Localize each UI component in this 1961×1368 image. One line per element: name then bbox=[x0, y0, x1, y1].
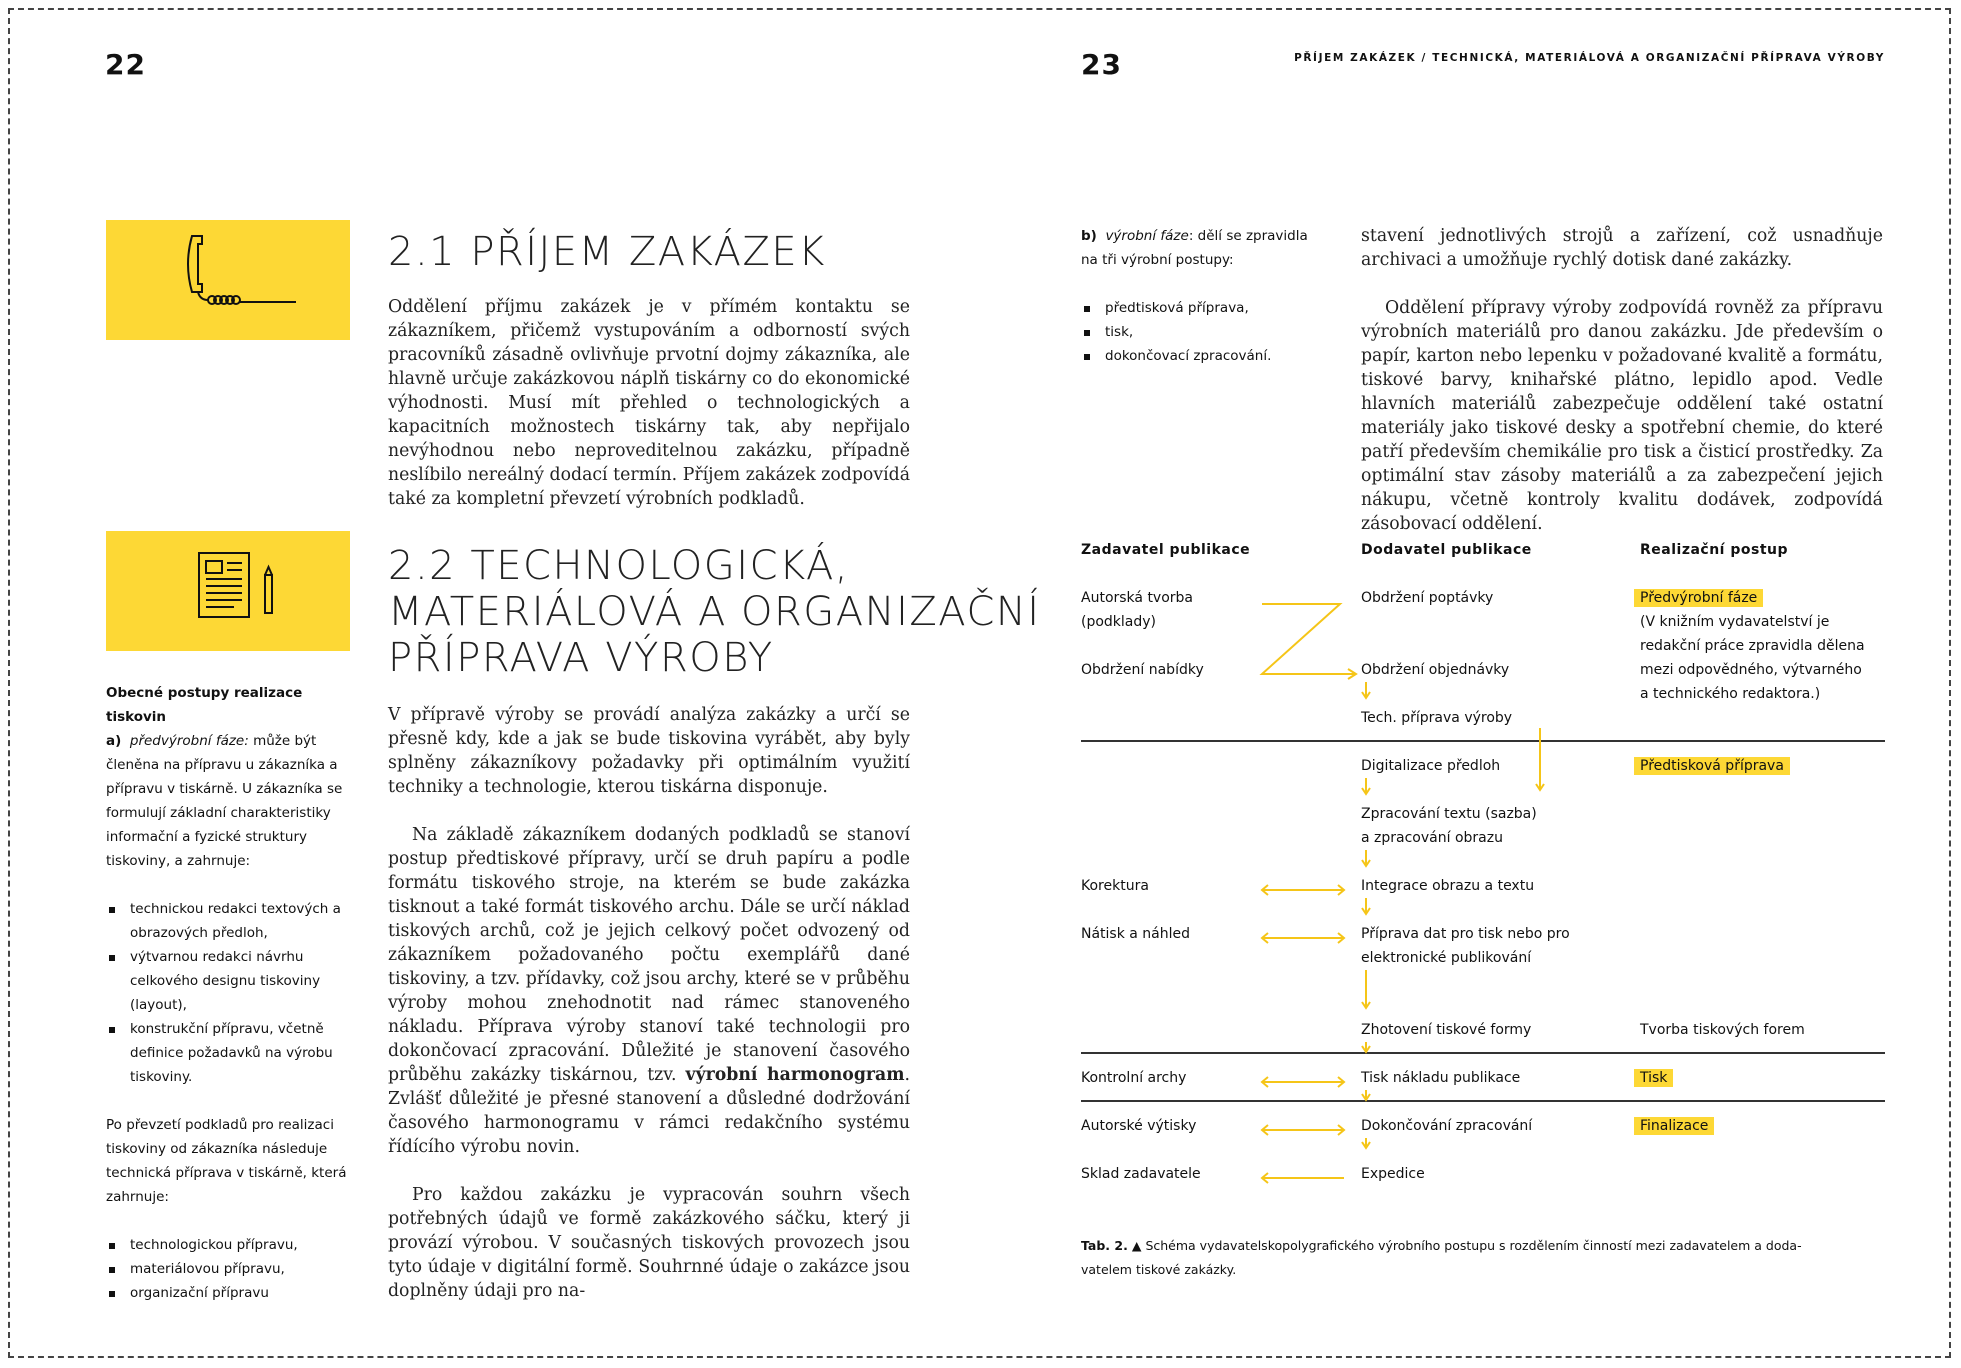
caption-text: Schéma vydavatelskopolygrafického výrobního postupu s rozdělením činností mezi zadavatelem a doda- bbox=[1141, 1238, 1802, 1253]
term-b: výrobní fáze bbox=[1105, 228, 1189, 244]
caption-label: Tab. 2. bbox=[1081, 1238, 1128, 1253]
realizace-note-3: mezi odpovědného, výtvarného bbox=[1640, 662, 1862, 678]
sidebar-heading: Obecné postupy realizace tiskovin bbox=[106, 685, 303, 725]
zadavatel-autorska-2: (podklady) bbox=[1081, 614, 1157, 630]
list-item: dokončovací zpracování. bbox=[1081, 344, 1321, 368]
section-1-title: 2.1 PŘÍJEM ZAKÁZEK bbox=[388, 229, 826, 275]
double-arrow bbox=[1262, 933, 1344, 943]
down-arrow bbox=[1362, 898, 1370, 914]
dodavatel-zhotoveni: Zhotovení tiskové formy bbox=[1361, 1022, 1532, 1038]
column-header-dodavatel: Dodavatel publikace bbox=[1361, 542, 1532, 558]
realizace-note-4: a technického redaktora.) bbox=[1640, 686, 1821, 702]
list-item: výtvarnou redakci návrhu celkového designu tiskoviny (layout), bbox=[106, 945, 351, 1017]
caption-text-2: vatelem tiskové zakázky. bbox=[1081, 1262, 1237, 1277]
zadavatel-nabidka: Obdržení nabídky bbox=[1081, 662, 1204, 678]
dodavatel-expedice: Expedice bbox=[1361, 1166, 1425, 1182]
z-arrow bbox=[1262, 604, 1355, 674]
para2-text-end: . Zvlášť důležité je přesné stanovení a důsledné dodržování časového harmonogramu v rámci redakčního systému řídícího výrobu novin. bbox=[388, 1065, 910, 1157]
page-number-left: 22 bbox=[105, 48, 146, 81]
dodavatel-priprava: Příprava dat pro tisk nebo pro bbox=[1361, 926, 1570, 942]
triangle-icon: ▲ bbox=[1131, 1238, 1142, 1253]
down-arrow bbox=[1362, 1090, 1370, 1100]
list-item: technologickou přípravu, bbox=[106, 1233, 351, 1257]
dodavatel-integrace: Integrace obrazu a textu bbox=[1361, 878, 1535, 894]
list-item: tisk, bbox=[1081, 320, 1321, 344]
text-b: : dělí se zpravidla na tři výrobní postupy: bbox=[1081, 228, 1308, 268]
down-arrow bbox=[1362, 1042, 1370, 1052]
sidebar-paragraph: Po převzetí podkladů pro realizaci tiskoviny od zákazníka následuje technická příprava v tiskárně, která zahrnuje: bbox=[106, 1117, 347, 1205]
dodavatel-digitalizace: Digitalizace předloh bbox=[1361, 758, 1501, 774]
running-head: PŘÍJEM ZAKÁZEK / TECHNICKÁ, MATERIÁLOVÁ A ORGANIZAČNÍ PŘÍPRAVA VÝROBY bbox=[1294, 52, 1885, 64]
section-2-title-line-3: PŘÍPRAVA VÝROBY bbox=[388, 635, 774, 681]
realizace-note-2: redakční práce zpravidla dělena bbox=[1640, 638, 1865, 654]
label-b: b) bbox=[1081, 228, 1097, 244]
dodavatel-tisk: Tisk nákladu publikace bbox=[1361, 1070, 1521, 1086]
highlight-label: Předtisková příprava bbox=[1634, 757, 1790, 775]
term-a: předvýrobní fáze: bbox=[129, 733, 249, 749]
zadavatel-korektura: Korektura bbox=[1081, 878, 1149, 894]
left-arrow bbox=[1262, 1173, 1344, 1183]
section-2-paragraph-3: Pro každou zakázku je vypracován souhrn všech potřebných údajů ve formě zakázkového sáčku, který ji provází výrobou. V současných tiskových provozech jsou tyto údaje v digitální formě. Souhrnné údaje o zakázce jsou doplněny údaji pro na- bbox=[388, 1185, 910, 1301]
down-arrow bbox=[1362, 1138, 1370, 1148]
highlight-label: Předvýrobní fáze bbox=[1634, 589, 1763, 607]
list-item: předtisková příprava, bbox=[1081, 296, 1321, 320]
para2-text: Na základě zákazníkem dodaných podkladů se stanoví postup předtiskové přípravy, určí se druh papíru a podle formátu tiskového stroje, na kterém se bude zakázka tisknout a také formát tiskového archu. Dále se určí náklad tiskových archů, což je jejich celkový počet odvozený od zákazníkem požadovaného počtu exemplářů dané tiskoviny, a tzv. přídavky, což jsou archy, které se v průběhu výroby mohou znehodnotit nad rámec stanoveného nákladu. Příprava výroby stanoví také technologii pro dokončovací zpracování. Důležité je stanovení časového průběhu zakázky tiskárnou, tzv. bbox=[388, 825, 910, 1085]
list-item: materiálovou přípravu, bbox=[106, 1257, 351, 1281]
zadavatel-kontrolni: Kontrolní archy bbox=[1081, 1070, 1187, 1086]
dodavatel-objednavka: Obdržení objednávky bbox=[1361, 662, 1510, 678]
highlight-label: Tisk bbox=[1634, 1069, 1673, 1087]
down-arrow bbox=[1362, 850, 1370, 866]
down-arrow-long bbox=[1536, 728, 1544, 790]
dodavatel-zpracovani: Zpracování textu (sazba) bbox=[1361, 806, 1537, 822]
label-a: a) bbox=[106, 733, 122, 749]
down-arrow bbox=[1362, 682, 1370, 698]
page-number-right: 23 bbox=[1081, 48, 1122, 81]
double-arrow bbox=[1262, 1125, 1344, 1135]
down-arrow bbox=[1362, 970, 1370, 1008]
down-arrow bbox=[1362, 778, 1370, 794]
double-arrow bbox=[1262, 1077, 1344, 1087]
list-item: konstrukční přípravu, včetně definice požadavků na výrobu tiskoviny. bbox=[106, 1017, 351, 1089]
section-1-paragraph: Oddělení příjmu zakázek je v přímém kontaktu se zákazníkem, přičemž vystupováním a odborností svých pracovníků zásadně ovlivňuje prvotní dojmy zákazníka, ale hlavně určuje zakázkovou náplň tiskárny co do ekonomické výhodnosti. Musí mít přehled o technologických a kapacitních možnostech tiskárny tak, aby nepřijalo nevýhodnou nebo neproveditelnou zakázku, případně neslíbilo nereálný dodací termín. Příjem zakázek zodpovídá také za kompletní převzetí výrobních podkladů. bbox=[388, 297, 910, 509]
right-paragraph-2: Oddělení přípravy výroby zodpovídá rovněž za přípravu výrobních materiálů pro danou zakázku. Jde především o papír, karton nebo lepenku v požadované kvalitě a formátu, tiskové barvy, knihařské plátno, lepidlo apod. Vedle hlavních materiálů zabezpečuje oddělení také ostatní materiály jako tiskové desky a spotřební chemie, do které patří především chemikálie pro tisk a čisticí prostředky. Za optimální stav zásoby materiálů a za zabezpečení jejich nákupu, včetně kontroly kvalitu dodávek, zodpovídá zásobovací oddělení. bbox=[1361, 298, 1883, 534]
column-header-zadavatel: Zadavatel publikace bbox=[1081, 542, 1251, 558]
highlight-label: Finalizace bbox=[1634, 1117, 1714, 1135]
dodavatel-zpracovani-2: a zpracování obrazu bbox=[1361, 830, 1503, 846]
column-header-realizace: Realizační postup bbox=[1640, 542, 1789, 558]
para2-bold-term: výrobní harmonogram bbox=[685, 1065, 905, 1085]
section-2-title-line-2: MATERIÁLOVÁ A ORGANIZAČNÍ bbox=[388, 589, 1041, 635]
list-item: organizační přípravu bbox=[106, 1281, 351, 1305]
list-item: technickou redakci textových a obrazových předloh, bbox=[106, 897, 351, 945]
realizace-tvorba: Tvorba tiskových forem bbox=[1640, 1022, 1805, 1038]
text-a: může být členěna na přípravu u zákazníka a přípravu v tiskárně. U zákazníka se formulují základní charakteristiky informační a fyzické struktury tiskoviny, a zahrnuje: bbox=[106, 733, 343, 869]
zadavatel-sklad: Sklad zadavatele bbox=[1081, 1166, 1201, 1182]
double-arrow bbox=[1262, 885, 1344, 895]
section-2-title-line-1: 2.2 TECHNOLOGICKÁ, bbox=[388, 543, 850, 589]
realizace-note-1: (V knižním vydavatelství je bbox=[1640, 614, 1830, 630]
right-paragraph-1: stavení jednotlivých strojů a zařízení, což usnadňuje archivaci a umožňuje rychlý dotisk dané zakázky. bbox=[1361, 226, 1883, 270]
dodavatel-priprava-2: elektronické publikování bbox=[1361, 950, 1532, 966]
dodavatel-dokonceni: Dokončování zpracování bbox=[1361, 1118, 1533, 1134]
diagram-caption bbox=[1081, 1234, 1891, 1282]
zadavatel-vytisky: Autorské výtisky bbox=[1081, 1118, 1197, 1134]
section-2-paragraph-1: V přípravě výroby se provádí analýza zakázky a určí se přesně kdy, kde a jak se bude tiskovina vyrábět, aby byly splněny zákazníkovy požadavky při optimálním využití techniky a technologie, kterou tiskárna disponuje. bbox=[388, 705, 910, 797]
zadavatel-autorska: Autorská tvorba bbox=[1081, 590, 1194, 606]
dodavatel-tech: Tech. příprava výroby bbox=[1361, 710, 1513, 726]
zadavatel-natisk: Nátisk a náhled bbox=[1081, 926, 1191, 942]
dodavatel-poptavka: Obdržení poptávky bbox=[1361, 590, 1494, 606]
